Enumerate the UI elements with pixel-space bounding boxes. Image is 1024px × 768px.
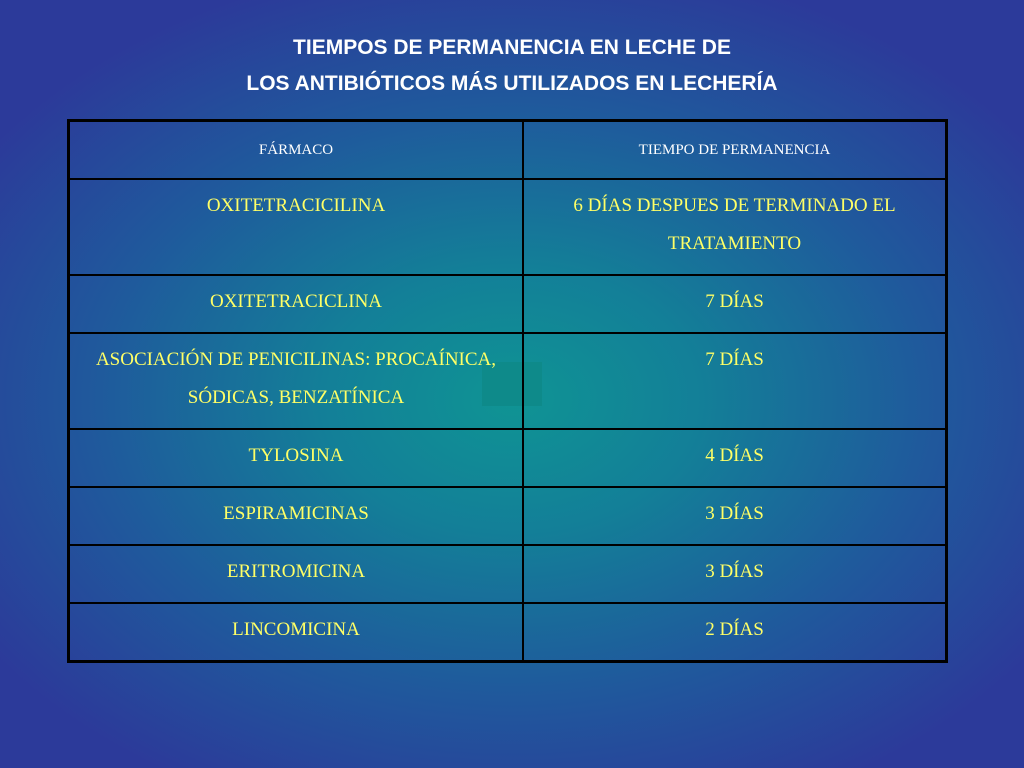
- time-cell: 3 DÍAS: [523, 487, 947, 545]
- table-row: [69, 275, 947, 333]
- drug-cell: ERITROMICINA: [69, 545, 524, 603]
- table-row: [69, 545, 947, 603]
- time-cell: 2 DÍAS: [523, 603, 947, 662]
- slide-title-line-1: TIEMPOS DE PERMANENCIA EN LECHE DE: [293, 36, 731, 59]
- drug-cell: OXITETRACICILINA: [69, 179, 524, 275]
- time-cell: 3 DÍAS: [523, 545, 947, 603]
- table-row: [69, 487, 947, 545]
- time-cell: 7 DÍAS: [523, 275, 947, 333]
- table-row: [69, 603, 947, 662]
- drug-cell: LINCOMICINA: [69, 603, 524, 662]
- drug-cell: OXITETRACICLINA: [69, 275, 524, 333]
- slide-title: [0, 30, 1024, 102]
- time-cell: 4 DÍAS: [523, 429, 947, 487]
- drug-cell: ESPIRAMICINAS: [69, 487, 524, 545]
- header-tiempo-permanencia: TIEMPO DE PERMANENCIA: [523, 121, 947, 180]
- time-cell: 7 DÍAS: [523, 333, 947, 429]
- drug-cell: ASOCIACIÓN DE PENICILINAS: PROCAÍNICA, SÓDICAS, BENZATÍNICA: [69, 333, 524, 429]
- slide-title-line-2: LOS ANTIBIÓTICOS MÁS UTILIZADOS EN LECHERÍA: [246, 72, 778, 95]
- table-header-row: [69, 121, 947, 180]
- time-cell: 6 DÍAS DESPUES DE TERMINADO EL TRATAMIENTO: [523, 179, 947, 275]
- table-row: [69, 429, 947, 487]
- header-farmaco: FÁRMACO: [69, 121, 524, 180]
- table-row: [69, 179, 947, 275]
- drug-cell: TYLOSINA: [69, 429, 524, 487]
- antibiotic-withdrawal-table: [67, 119, 948, 663]
- table-row: [69, 333, 947, 429]
